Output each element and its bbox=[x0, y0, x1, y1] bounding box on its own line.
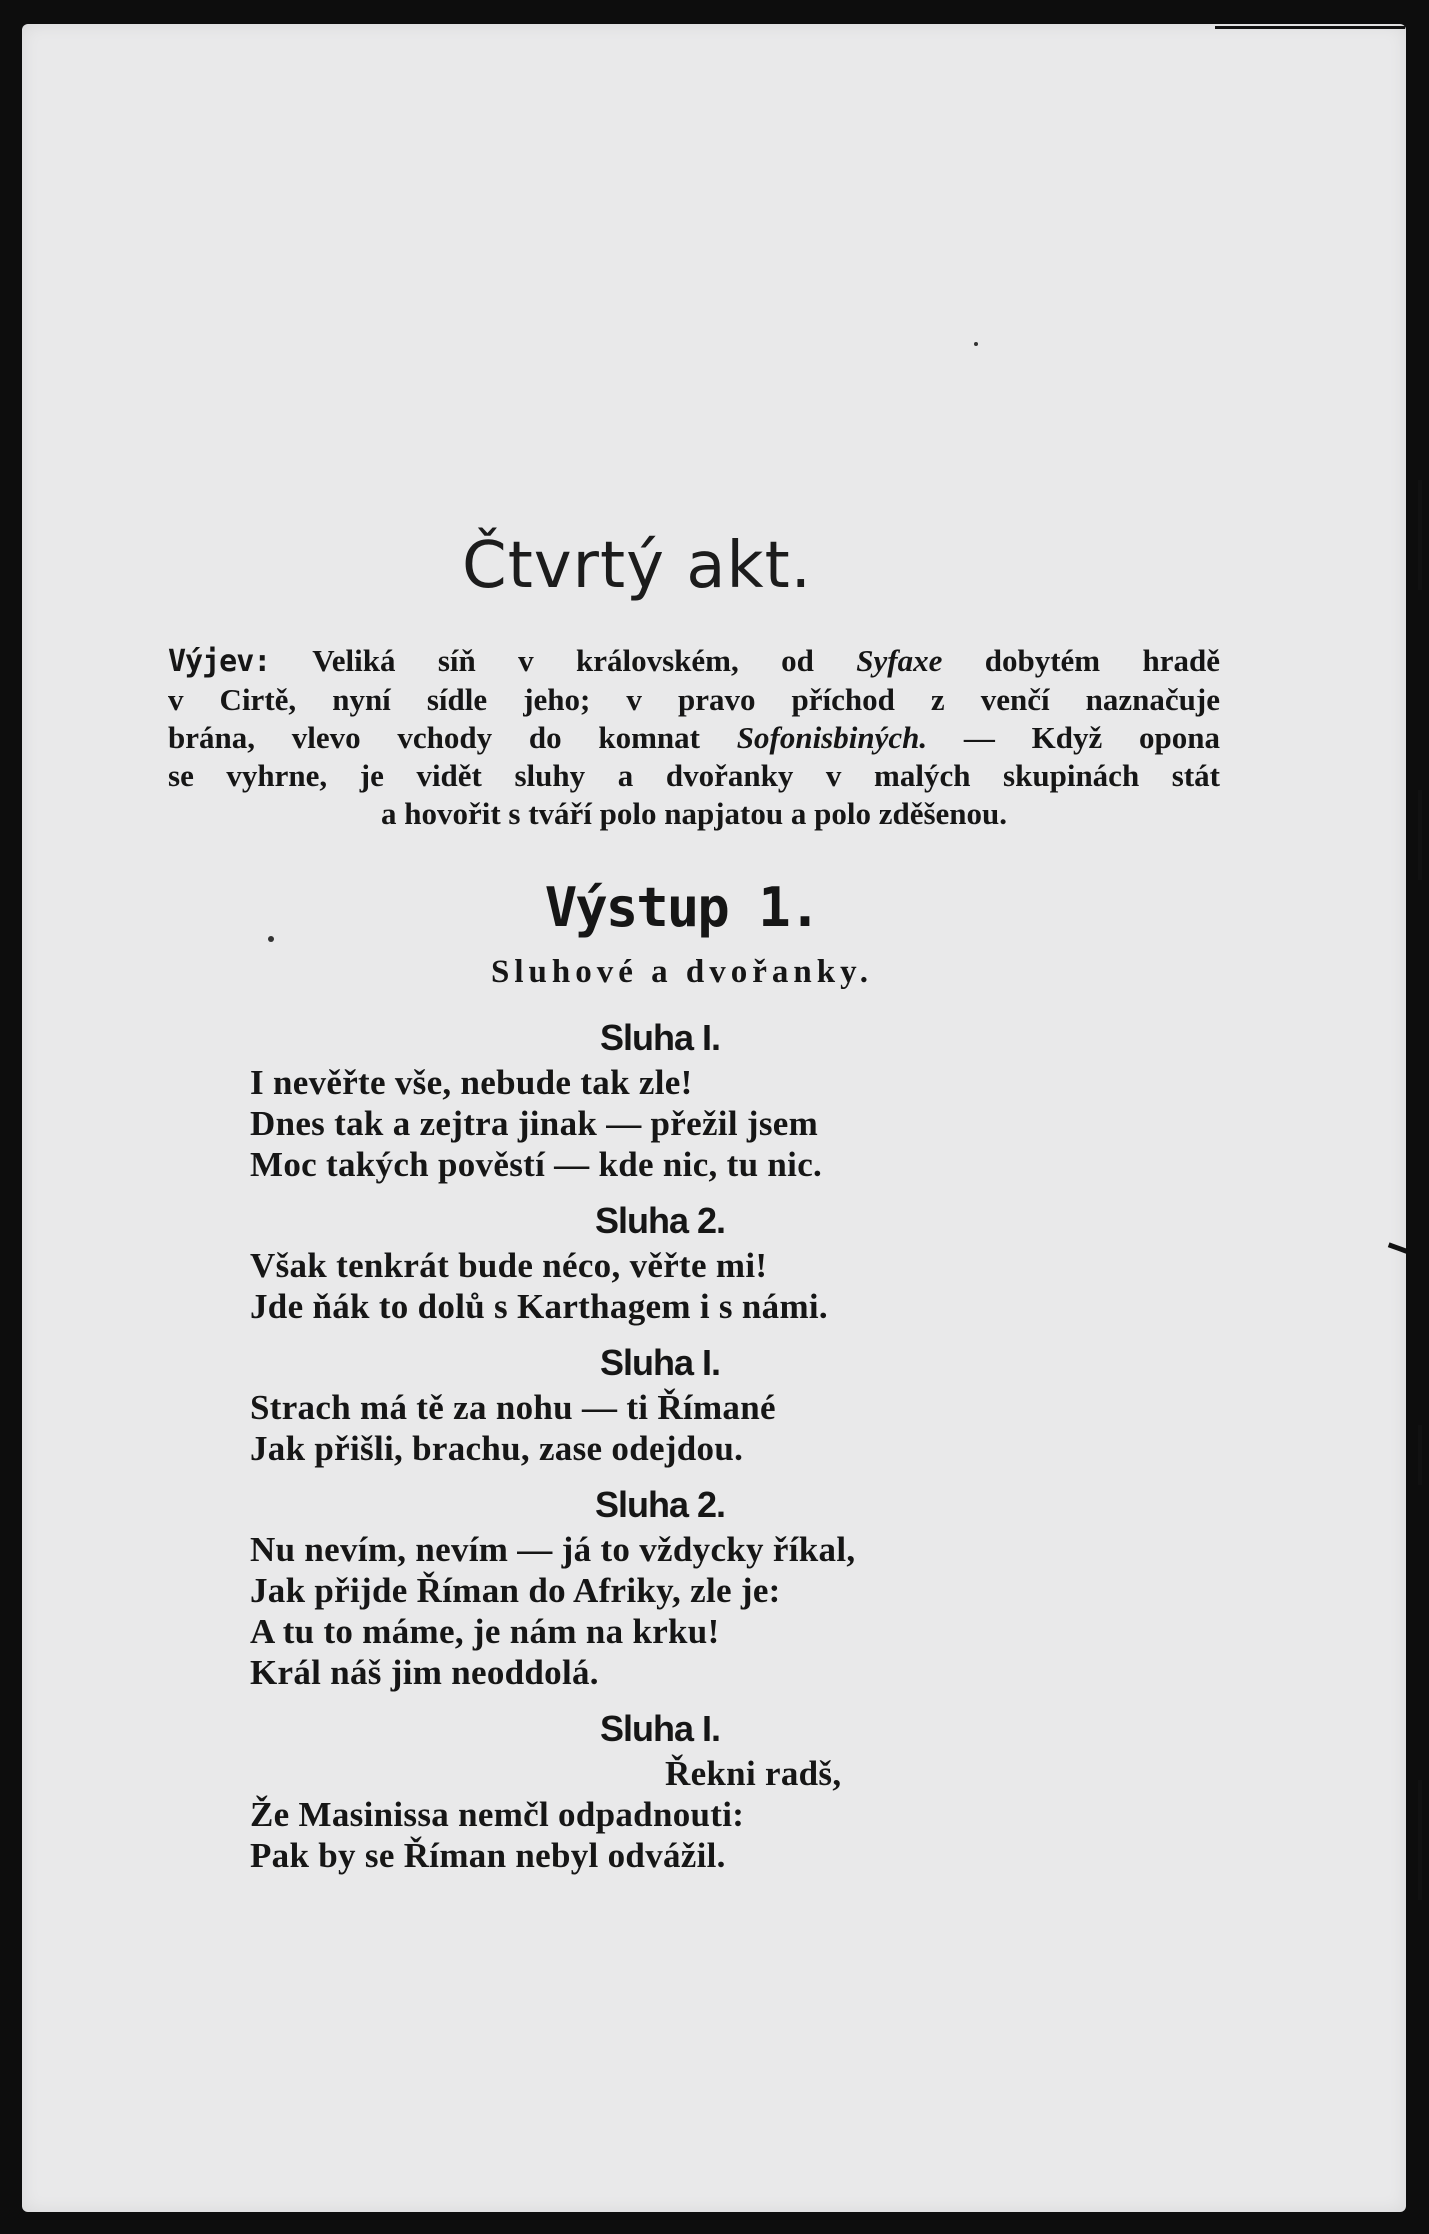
scene-description-line bbox=[168, 681, 1220, 719]
scan-edge-mark bbox=[1418, 790, 1422, 880]
scene-text: a hovořit s tváří polo napjatou a polo zděšenou. bbox=[380, 796, 1008, 831]
scene-text: Veliká síň v královském, od bbox=[270, 643, 857, 678]
verse-line: Dnes tak a zejtra jinak — přežil jsem bbox=[250, 1104, 819, 1143]
print-speck bbox=[1388, 1242, 1406, 1254]
verse-line: Jak přijde Říman do Afriky, zle je: bbox=[250, 1571, 781, 1610]
verse-line: Nu nevím, nevím — já to vždycky říkal, bbox=[250, 1530, 856, 1569]
verse-line: I nevěřte vše, nebude tak zle! bbox=[250, 1063, 693, 1102]
print-speck bbox=[268, 936, 274, 942]
scene-text: v Cirtě, nyní sídle jeho; v pravo příchod z venčí naznačuje bbox=[168, 682, 1220, 717]
scene-number-title: Výstup 1. bbox=[544, 876, 820, 939]
speaker-name: Sluha I. bbox=[599, 1342, 721, 1383]
speaker-name: Sluha I. bbox=[599, 1708, 721, 1749]
scene-description-line bbox=[168, 642, 1220, 681]
scene-description-line bbox=[168, 757, 1220, 795]
speaker-name: Sluha 2. bbox=[594, 1200, 726, 1241]
scene-description-line bbox=[168, 795, 1220, 833]
verse-line: Moc takých pověstí — kde nic, tu nic. bbox=[250, 1145, 823, 1184]
scene-label: Výjev: bbox=[168, 644, 271, 679]
scene-description-line bbox=[168, 719, 1220, 757]
verse-line: Král náš jim neoddolá. bbox=[250, 1653, 599, 1692]
verse-line: Řekni radš, bbox=[665, 1754, 842, 1793]
scene-text: — Když opona bbox=[927, 720, 1220, 755]
scan-edge-mark bbox=[1418, 1425, 1422, 1485]
scene-description bbox=[168, 642, 1220, 833]
verse-line: Pak by se Říman nebyl odvážil. bbox=[250, 1836, 726, 1875]
verse-line: Jde ňák to dolů s Karthagem i s námi. bbox=[250, 1287, 828, 1326]
print-speck bbox=[974, 342, 978, 346]
scene-text-italic: Sofonisbiných. bbox=[736, 720, 928, 755]
persons-list: Sluhové a dvořanky. bbox=[490, 954, 873, 990]
scene-text: dobytém hradě bbox=[942, 643, 1221, 678]
speaker-name: Sluha 2. bbox=[594, 1484, 726, 1525]
verse-line: Však tenkrát bude néco, věřte mi! bbox=[250, 1246, 768, 1285]
scan-edge-mark bbox=[1215, 26, 1405, 29]
verse-line: Strach má tě za nohu — ti Římané bbox=[250, 1388, 776, 1427]
scene-text-italic: Syfaxe bbox=[856, 643, 943, 678]
verse-line: Že Masinissa nemčl odpadnouti: bbox=[250, 1795, 745, 1834]
speaker-name: Sluha I. bbox=[599, 1017, 721, 1058]
scene-text: brána, vlevo vchody do komnat bbox=[168, 720, 737, 755]
book-page bbox=[22, 24, 1406, 2212]
verse-line: A tu to máme, je nám na krku! bbox=[250, 1612, 720, 1651]
act-title: Čtvrtý akt. bbox=[462, 529, 812, 603]
scan-edge-mark bbox=[1418, 480, 1422, 590]
dialogue bbox=[250, 1014, 1070, 1876]
verse-line: Jak přišli, brachu, zase odejdou. bbox=[250, 1429, 744, 1468]
scan-edge-mark bbox=[1418, 1780, 1422, 1900]
scene-text: se vyhrne, je vidět sluhy a dvořanky v malých skupinách stát bbox=[168, 758, 1220, 793]
